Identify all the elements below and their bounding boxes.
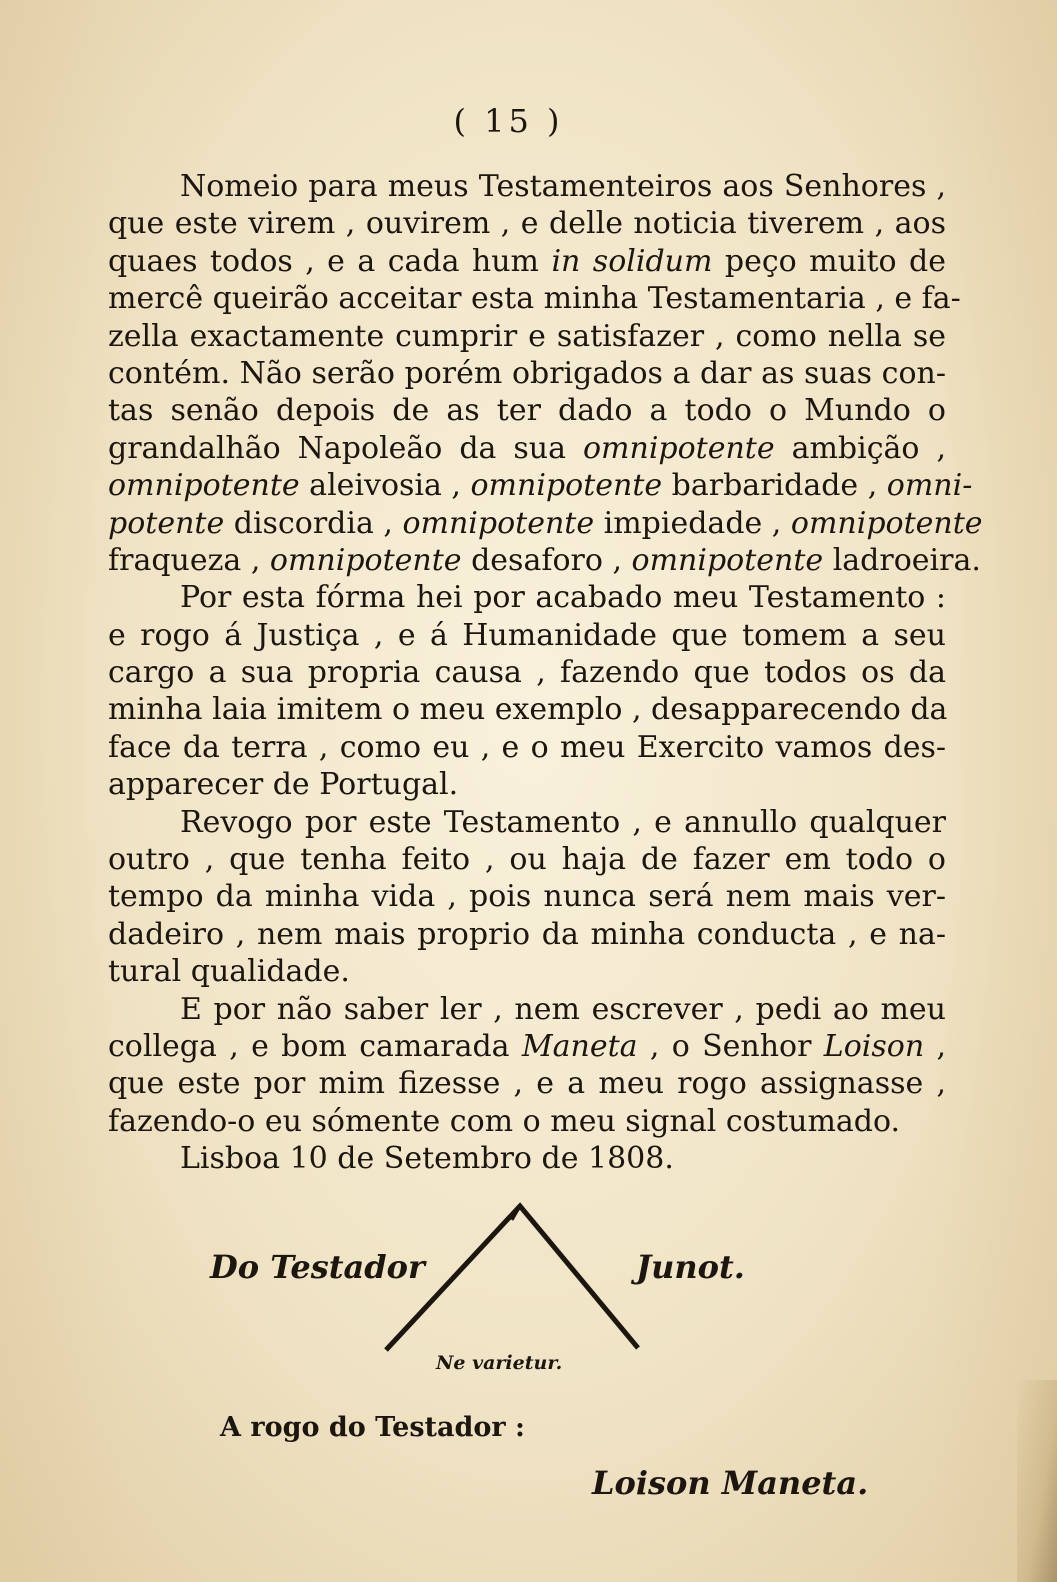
text-segment: grandalhão Napoleão da sua	[108, 430, 583, 466]
italic-text: in solidum	[551, 243, 713, 279]
text-segment: ,	[924, 1028, 947, 1064]
signature-loison-maneta: Loison Maneta.	[592, 1464, 869, 1502]
text-segment: tas senão depois de as ter dado a todo o Mundo o	[108, 393, 946, 429]
testator-mark-icon	[380, 1198, 660, 1358]
text-segment: contém. Não serão porém obrigados a dar as suas con-	[108, 355, 946, 391]
text-segment: fazendo-o eu sómente com o meu signal costumado.	[108, 1103, 901, 1139]
text-segment: quaes todos , e a cada hum	[108, 243, 552, 279]
text-segment: zella exactamente cumprir e satisfazer , como nella se	[108, 318, 946, 354]
italic-text: omnipotente	[402, 505, 595, 541]
signature-label-testator: Do Testador	[210, 1248, 425, 1286]
text-segment: tempo da minha vida , pois nunca será nem mais ver-	[108, 879, 946, 915]
text-segment: mercê queirão acceitar esta minha Testamentaria , e fa-	[108, 281, 961, 317]
text-segment: Revogo por este Testamento , e annullo qualquer	[180, 804, 946, 840]
ne-varietur-text: Ne varietur.	[436, 1352, 563, 1374]
text-segment: aleivosia ,	[299, 468, 471, 504]
text-segment: e rogo á Justiça , e á Humanidade que tomem a seu	[108, 617, 946, 653]
italic-text: omnipotente	[269, 542, 462, 578]
italic-text: omnipotente	[582, 430, 775, 466]
rogo-label: A rogo do Testador :	[220, 1412, 525, 1443]
italic-text: omnipotente	[108, 468, 300, 504]
text-segment: ambição ,	[774, 430, 946, 466]
text-segment: peço muito de	[712, 243, 947, 279]
text-segment: outro , que tenha feito , ou haja de fazer em todo o	[108, 842, 946, 878]
text-segment: fraqueza ,	[108, 542, 270, 578]
text-segment: face da terra , como eu , e o meu Exercito vamos des-	[108, 729, 946, 765]
text-segment: minha laia imitem o meu exemplo , desapparecendo da	[108, 692, 948, 728]
text-segment: que este por mim fizesse , e a meu rogo assignasse ,	[108, 1066, 946, 1102]
signature-junot: Junot.	[636, 1248, 745, 1286]
page-number: ( 15 )	[453, 102, 564, 140]
italic-text: potente	[108, 505, 225, 541]
italic-text: omnipotente	[790, 505, 983, 541]
italic-text: omni-	[886, 468, 973, 504]
text-segment: barbaridade ,	[662, 468, 887, 504]
text-segment: collega , e bom camarada	[108, 1028, 522, 1064]
text-segment: , o Senhor	[637, 1028, 824, 1064]
text-segment: Lisboa 10 de Setembro de 1808.	[180, 1141, 674, 1177]
text-segment: dadeiro , nem mais proprio da minha conducta , e na-	[108, 916, 946, 952]
italic-text: omnipotente	[631, 542, 824, 578]
italic-text: Maneta	[521, 1028, 638, 1064]
text-segment: impiedade ,	[594, 505, 791, 541]
text-segment: Nomeio para meus Testamenteiros aos Senhores ,	[180, 169, 946, 204]
text-segment: discordia ,	[224, 505, 403, 541]
text-segment: ladroeira.	[823, 542, 981, 578]
text-segment: que este virem , ouvirem , e delle noticia tiverem , aos	[108, 206, 946, 242]
italic-text: omnipotente	[470, 468, 663, 504]
text-segment: tural qualidade.	[108, 954, 350, 990]
text-segment: E por não saber ler , nem escrever , pedi ao meu	[180, 991, 946, 1027]
text-segment: cargo a sua propria causa , fazendo que todos os da	[108, 655, 946, 691]
text-segment: apparecer de Portugal.	[108, 767, 459, 803]
italic-text: Loison	[823, 1028, 925, 1064]
text-segment: desaforo ,	[461, 542, 632, 578]
text-segment: Por esta fórma hei por acabado meu Testamento :	[180, 580, 946, 616]
